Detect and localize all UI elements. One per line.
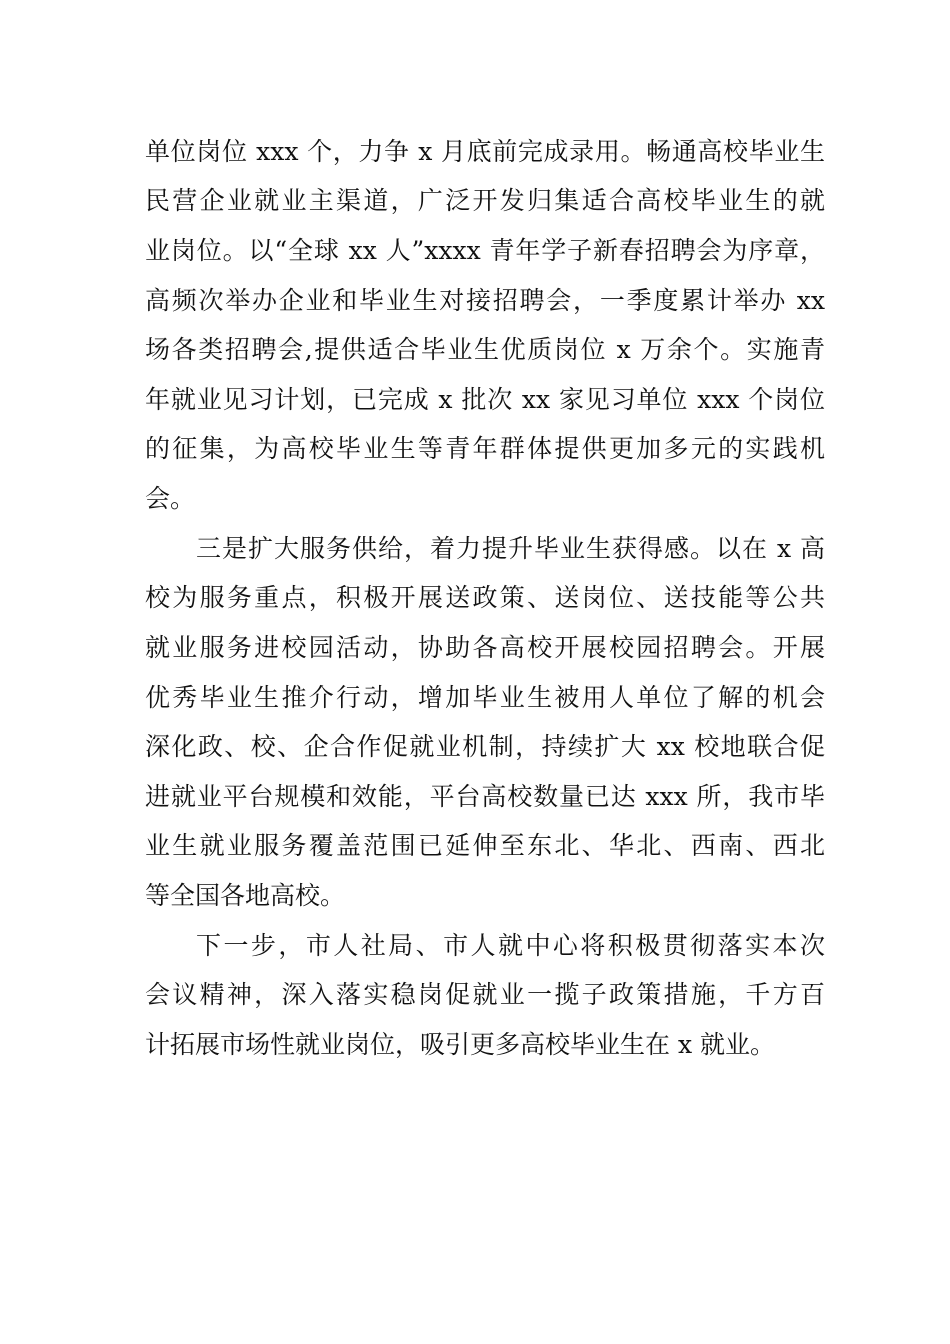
text-line: 会。 [145, 484, 196, 513]
text-line: 计拓展市场性就业岗位，吸引更多高校毕业生在 x 就业。 [145, 1030, 775, 1059]
text-line: 民营企业就业主渠道，广泛开发归集适合高校毕业生的就 [145, 186, 825, 215]
text-line: 会议精神，深入落实稳岗促就业一揽子政策措施，千方百 [145, 980, 825, 1009]
text-line: 高频次举办企业和毕业生对接招聘会，一季度累计举办 xx [145, 286, 825, 315]
text-line: 校为服务重点，积极开展送政策、送岗位、送技能等公共 [145, 583, 825, 612]
text-line: 深化政、校、企合作促就业机制，持续扩大 xx 校地联合促 [145, 732, 825, 761]
text-line: 三是扩大服务供给，着力提升毕业生获得感。以在 x 高 [196, 534, 825, 563]
text-line: 场各类招聘会,提供适合毕业生优质岗位 x 万余个。实施青 [145, 335, 825, 364]
text-line: 业岗位。以“全球 xx 人”xxxx 青年学子新春招聘会为序章， [145, 236, 825, 265]
text-line: 年就业见习计划，已完成 x 批次 xx 家见习单位 xxx 个岗位 [145, 385, 825, 414]
text-line: 等全国各地高校。 [145, 881, 346, 910]
text-line: 优秀毕业生推介行动，增加毕业生被用人单位了解的机会 [145, 683, 825, 712]
text-line: 的征集，为高校毕业生等青年群体提供更加多元的实践机 [145, 434, 825, 463]
text-line: 就业服务进校园活动，协助各高校开展校园招聘会。开展 [145, 633, 825, 662]
text-line: 下一步，市人社局、市人就中心将积极贯彻落实本次 [196, 931, 825, 960]
text-line: 进就业平台规模和效能，平台高校数量已达 xxx 所，我市毕 [145, 782, 825, 811]
text-line: 业生就业服务覆盖范围已延伸至东北、华北、西南、西北 [145, 831, 825, 860]
text-line: 单位岗位 xxx 个，力争 x 月底前完成录用。畅通高校毕业生 [145, 137, 825, 166]
